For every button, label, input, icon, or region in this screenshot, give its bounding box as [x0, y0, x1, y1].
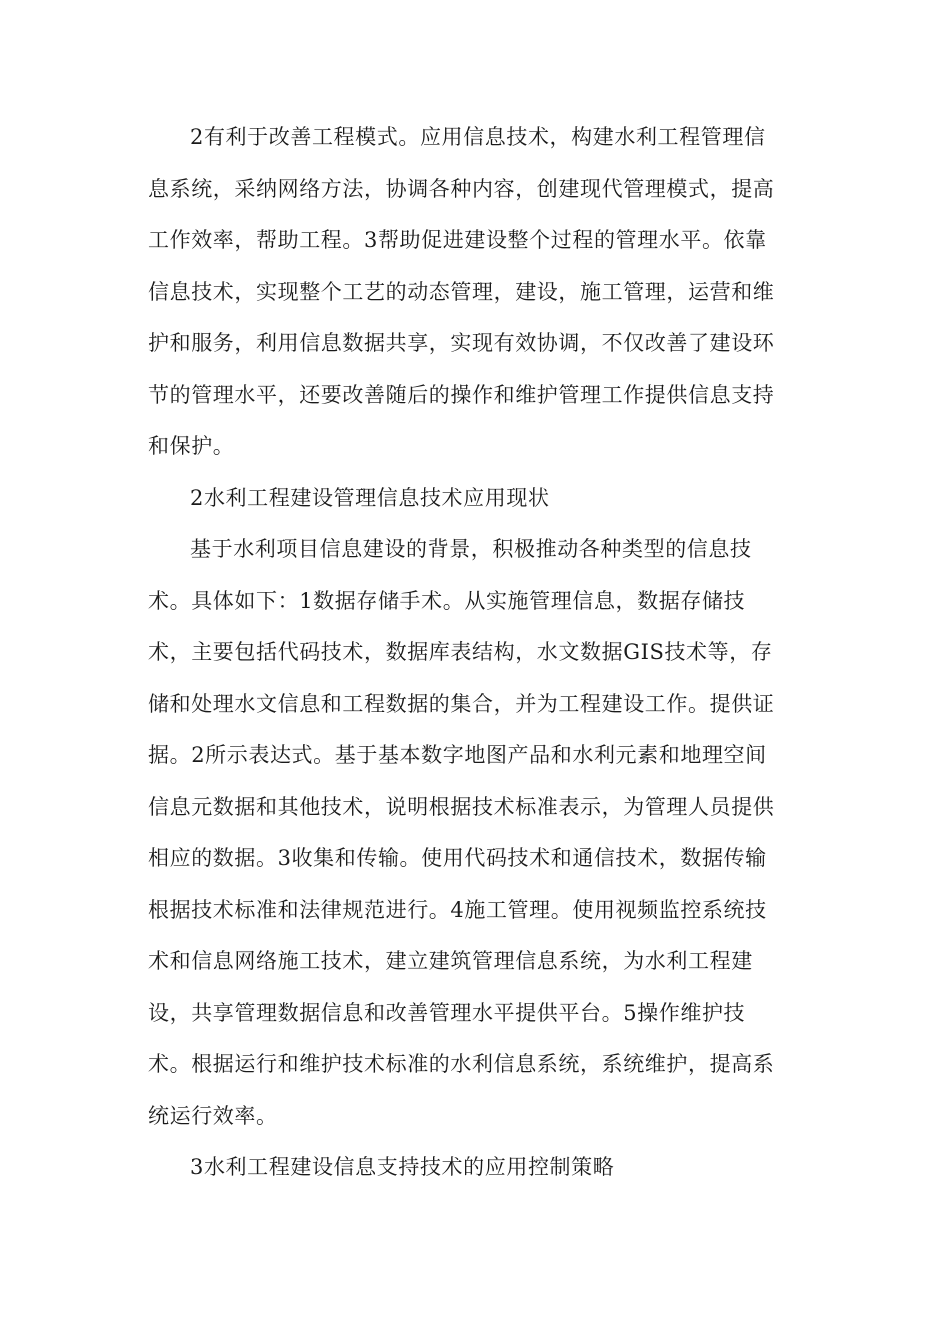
text-line: 术。具体如下：1数据存储手术。从实施管理信息，数据存储技 — [148, 588, 746, 613]
text-line: 术，主要包括代码技术，数据库表结构，水文数据GIS技术等，存 — [148, 640, 773, 664]
text-line: 据。2所示表达式。基于基本数字地图产品和水利元素和地理空间 — [148, 743, 767, 767]
text-line: 节的管理水平，还要改善随后的操作和维护管理工作提供信息支持 — [148, 382, 775, 407]
text-line: 设，共享管理数据信息和改善管理水平提供平台。5操作维护技 — [148, 1000, 746, 1025]
text-line: 信息技术，实现整个工艺的动态管理，建设，施工管理，运营和维 — [148, 279, 775, 304]
text-line: 统运行效率。 — [148, 1103, 278, 1128]
text-line: 术。根据运行和维护技术标准的水利信息系统，系统维护，提高系 — [148, 1052, 775, 1076]
text-line: 和保护。 — [148, 434, 235, 458]
section-heading-3: 3水利工程建设信息支持技术的应用控制策略 — [190, 1155, 615, 1179]
text-line: 储和处理水文信息和工程数据的集合，并为工程建设工作。提供证 — [148, 691, 775, 716]
text-line: 工作效率，帮助工程。3帮助促进建设整个过程的管理水平。依靠 — [148, 228, 767, 252]
text-line: 息系统，采纳网络方法，协调各种内容，创建现代管理模式，提高 — [148, 176, 775, 201]
paragraph-benefits — [148, 112, 800, 473]
document-body — [148, 112, 800, 1194]
text-line: 护和服务，利用信息数据共享，实现有效协调，不仅改善了建设环 — [148, 331, 775, 355]
text-line: 基于水利项目信息建设的背景，积极推动各种类型的信息技 — [190, 537, 752, 561]
text-line: 信息元数据和其他技术，说明根据技术标准表示，为管理人员提供 — [148, 794, 775, 819]
section-heading-2: 2水利工程建设管理信息技术应用现状 — [190, 485, 550, 510]
paragraph-current-status — [148, 524, 800, 1142]
text-line: 相应的数据。3收集和传输。使用代码技术和通信技术，数据传输 — [148, 846, 767, 870]
text-line: 2有利于改善工程模式。应用信息技术，构建水利工程管理信 — [190, 125, 766, 149]
text-line: 根据技术标准和法律规范进行。4施工管理。使用视频监控系统技 — [148, 897, 767, 922]
text-line: 术和信息网络施工技术，建立建筑管理信息系统，为水利工程建 — [148, 949, 753, 973]
